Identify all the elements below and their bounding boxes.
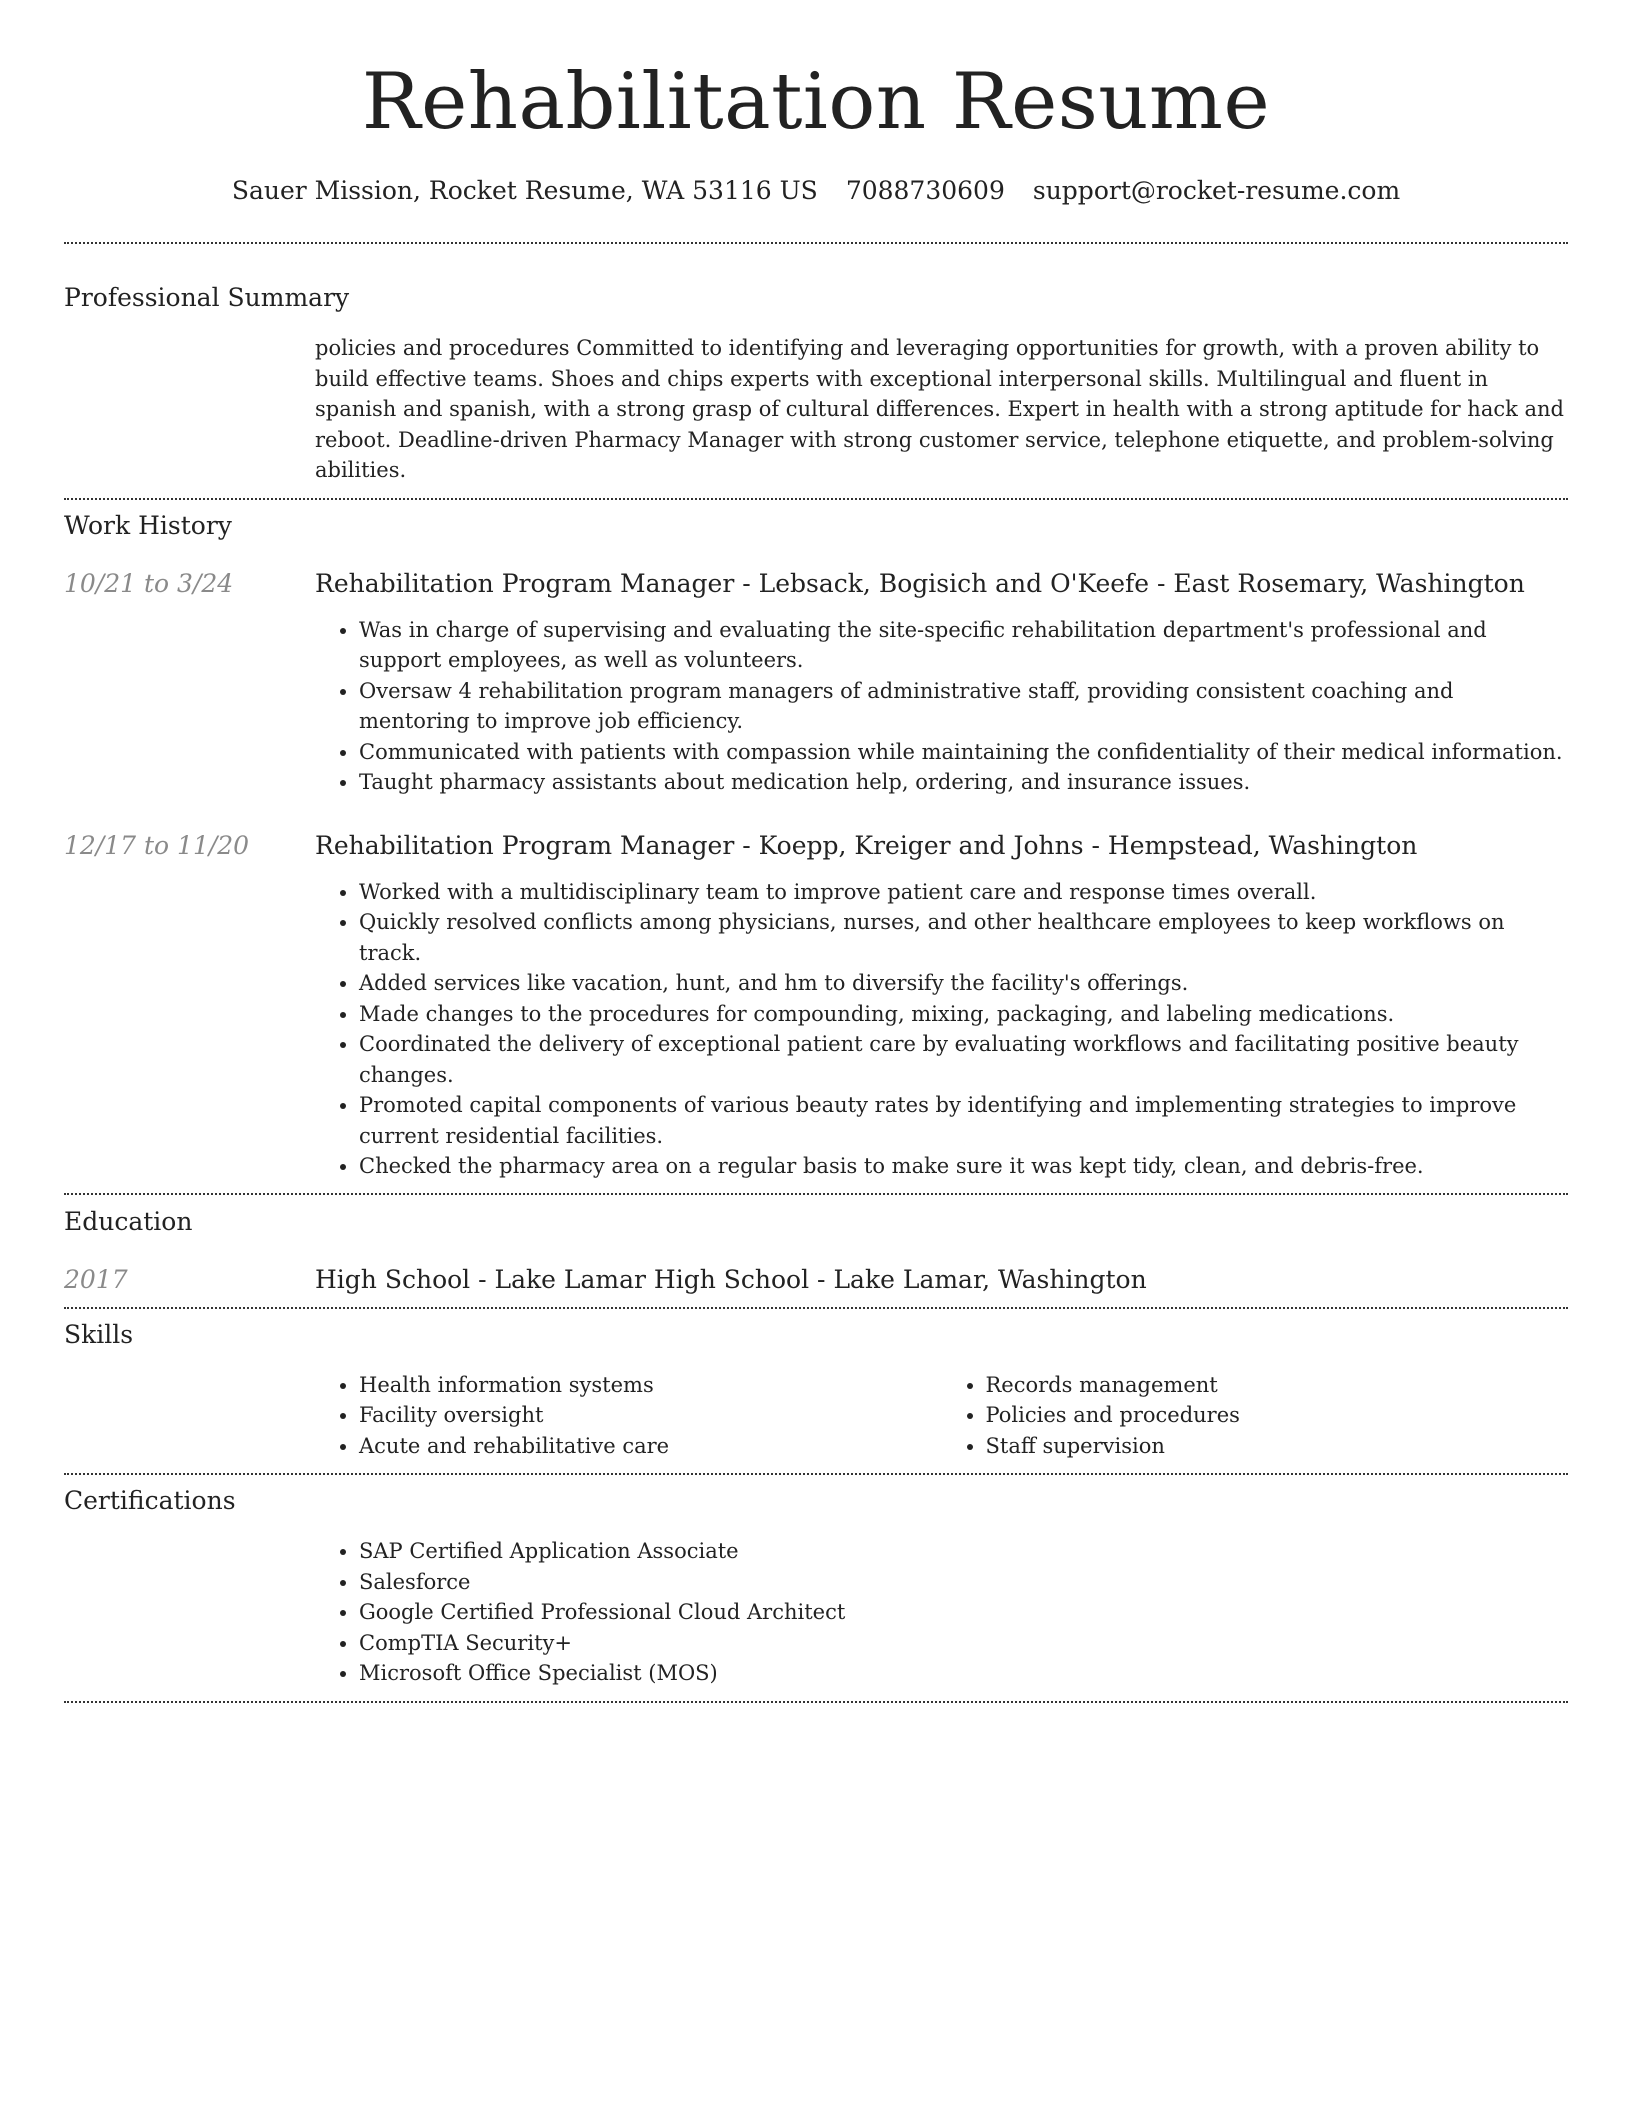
list-item: • Records management	[986, 1370, 1569, 1401]
list-item: • Communicated with patients with compassion while maintaining the confidentiality of their medical information.	[359, 737, 1568, 768]
summary-heading: Professional Summary	[64, 283, 350, 312]
list-item: • Was in charge of supervising and evaluating the site-specific rehabilitation department's professional and support employees, as well as volunteers.	[359, 615, 1568, 676]
certifications-list	[315, 1536, 1568, 1689]
list-item: • Oversaw 4 rehabilitation program managers of administrative staff, providing consistent coaching and mentoring to improve job efficiency.	[359, 676, 1568, 737]
section-divider	[64, 1701, 1568, 1703]
work-history-heading: Work History	[64, 510, 232, 540]
list-item: • Google Certified Professional Cloud Architect	[359, 1597, 1568, 1628]
list-item: • Policies and procedures	[986, 1400, 1569, 1431]
list-item: • Made changes to the procedures for compounding, mixing, packaging, and labeling medications.	[359, 999, 1568, 1030]
section-divider	[64, 242, 1568, 244]
education-year: 2017	[64, 1264, 128, 1294]
education-section	[64, 1207, 1568, 1295]
list-item: • Taught pharmacy assistants about medication help, ordering, and insurance issues.	[359, 767, 1568, 798]
summary-section	[64, 283, 1568, 486]
contact-address: Sauer Mission, Rocket Resume, WA 53116 US	[231, 176, 818, 205]
job-entry	[64, 831, 1568, 1182]
contact-line	[64, 176, 1568, 206]
list-item: • Acute and rehabilitative care	[359, 1431, 942, 1462]
work-history-section	[64, 511, 1568, 1182]
list-item: • Microsoft Office Specialist (MOS)	[359, 1658, 1568, 1689]
job-heading: Rehabilitation Program Manager - Koepp, Kreiger and Johns - Hempstead, Washington	[315, 830, 1418, 860]
job-entry	[64, 569, 1568, 798]
certifications-section	[64, 1486, 1568, 1689]
list-item: • Facility oversight	[359, 1400, 942, 1431]
education-heading-line: High School - Lake Lamar High School - Lake Lamar, Washington	[315, 1264, 1147, 1294]
list-item: • SAP Certified Application Associate	[359, 1536, 1568, 1567]
contact-email: support@rocket-resume.com	[1032, 176, 1401, 205]
job-heading: Rehabilitation Program Manager - Lebsack, Bogisich and O'Keefe - East Rosemary, Washington	[315, 568, 1525, 598]
skills-column-right	[942, 1370, 1569, 1462]
job-dates: 10/21 to 3/24	[64, 568, 234, 598]
list-item: • Worked with a multidisciplinary team to improve patient care and response times overall.	[359, 877, 1568, 908]
skills-section	[64, 1320, 1568, 1462]
section-divider	[64, 1307, 1568, 1309]
list-item: • Coordinated the delivery of exceptional patient care by evaluating workflows and facilitating positive beauty changes.	[359, 1029, 1568, 1090]
skills-column-left	[315, 1370, 942, 1462]
summary-text: policies and procedures Committed to identifying and leveraging opportunities for growth, with a proven ability to build effective teams. Shoes and chips experts with exceptional interpersonal skills. Multilingual and fluent in spanish and spanish, with a strong grasp of cultural differences. Expert in health with a strong aptitude for hack and reboot. Deadline-driven Pharmacy Manager with strong customer service, telephone etiquette, and problem-solving abilities.	[315, 336, 1564, 482]
resume-page	[64, 0, 1568, 1703]
list-item: • Salesforce	[359, 1567, 1568, 1598]
section-divider	[64, 1193, 1568, 1195]
education-entry	[64, 1265, 1568, 1295]
education-heading: Education	[64, 1206, 193, 1236]
contact-phone: 7088730609	[845, 176, 1005, 205]
certifications-heading: Certifications	[64, 1486, 236, 1515]
list-item: • Health information systems	[359, 1370, 942, 1401]
list-item: • Added services like vacation, hunt, and hm to diversify the facility's offerings.	[359, 968, 1568, 999]
list-item: • Promoted capital components of various beauty rates by identifying and implementing strategies to improve current residential facilities.	[359, 1090, 1568, 1151]
skills-heading: Skills	[64, 1319, 134, 1349]
section-divider	[64, 1473, 1568, 1475]
list-item: • Checked the pharmacy area on a regular basis to make sure it was kept tidy, clean, and debris-free.	[359, 1151, 1568, 1182]
job-bullets	[315, 877, 1568, 1182]
list-item: • Staff supervision	[986, 1431, 1569, 1462]
job-dates: 12/17 to 11/20	[64, 830, 250, 860]
list-item: • CompTIA Security+	[359, 1628, 1568, 1659]
skills-grid	[315, 1370, 1568, 1462]
section-divider	[64, 498, 1568, 500]
resume-title: Rehabilitation Resume	[361, 57, 1271, 147]
list-item: • Quickly resolved conflicts among physicians, nurses, and other healthcare employees to keep workflows on track.	[359, 907, 1568, 968]
job-bullets	[315, 615, 1568, 798]
